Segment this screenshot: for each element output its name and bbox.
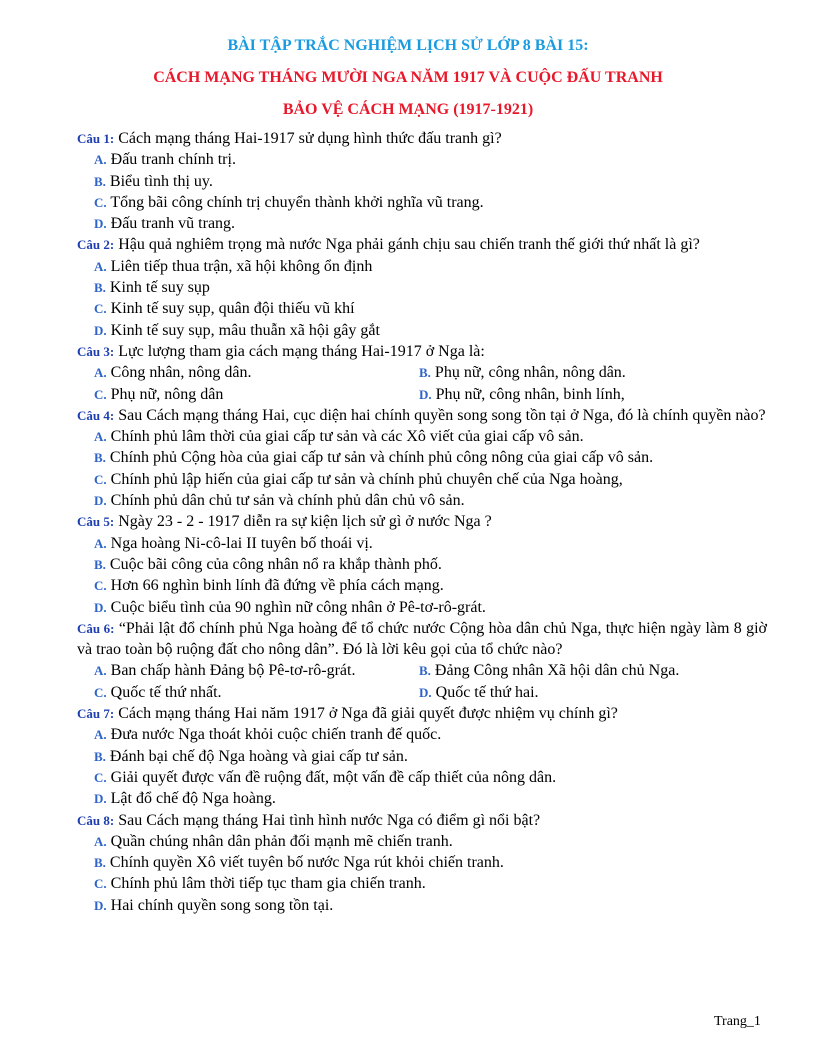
question-label: Câu 8: xyxy=(77,812,115,828)
option-c: C. Quốc tế thứ nhất. xyxy=(94,683,222,701)
option-label: D. xyxy=(94,322,107,338)
option-d: D. Chính phủ dân chủ tư sản và chính phủ dân chủ vô sản. xyxy=(94,492,465,510)
option-a: A. Đấu tranh chính trị. xyxy=(94,151,236,169)
option-d: D. Lật đổ chế độ Nga hoàng. xyxy=(94,790,276,808)
option-a: A. Liên tiếp thua trận, xã hội không ổn định xyxy=(94,257,373,275)
header-line-1: BÀI TẬP TRẮC NGHIỆM LỊCH SỬ LỚP 8 BÀI 15: xyxy=(227,37,589,54)
question-label: Câu 4: xyxy=(77,407,115,423)
option-d: D. Cuộc biểu tình của 90 nghìn nữ công nhân ở Pê-tơ-rô-grát. xyxy=(94,598,486,616)
option-label: A. xyxy=(94,535,107,551)
question-text: Câu 4: Sau Cách mạng tháng Hai, cục diện hai chính quyền song song tồn tại ở Nga, đó là chính quyền nào? xyxy=(77,406,766,424)
option-label: D. xyxy=(94,216,107,232)
option-label: C. xyxy=(94,769,107,785)
option-c: C. Hơn 66 nghìn binh lính đã đứng về phía cách mạng. xyxy=(94,577,444,595)
option-label: B. xyxy=(419,365,431,381)
option-c: C. Phụ nữ, nông dân xyxy=(94,385,224,403)
option-d: D. Quốc tế thứ hai. xyxy=(419,683,539,701)
option-label: C. xyxy=(94,471,107,487)
option-label: D. xyxy=(419,386,432,402)
option-label: D. xyxy=(419,684,432,700)
option-a: A. Đưa nước Nga thoát khỏi cuộc chiến tranh đế quốc. xyxy=(94,726,442,744)
question-8 xyxy=(77,810,767,916)
question-text: Câu 7: Cách mạng tháng Hai năm 1917 ở Nga đã giải quyết được nhiệm vụ chính gì? xyxy=(77,705,618,723)
question-5 xyxy=(77,511,767,617)
question-text: Câu 5: Ngày 23 - 2 - 1917 diễn ra sự kiện lịch sử gì ở nước Nga ? xyxy=(77,513,492,531)
question-label: Câu 7: xyxy=(77,706,115,722)
option-c: C. Tổng bãi công chính trị chuyển thành khởi nghĩa vũ trang. xyxy=(94,193,484,211)
option-row xyxy=(77,660,767,681)
question-label: Câu 5: xyxy=(77,514,115,530)
question-text: Câu 8: Sau Cách mạng tháng Hai tình hình nước Nga có điểm gì nổi bật? xyxy=(77,811,541,829)
question-list xyxy=(77,128,767,916)
option-d: D. Kinh tế suy sụp, mâu thuẫn xã hội gây gắt xyxy=(94,321,380,339)
question-2 xyxy=(77,234,767,340)
option-b: B. Đảng Công nhân Xã hội dân chủ Nga. xyxy=(419,662,680,680)
option-c: C. Kinh tế suy sụp, quân đội thiếu vũ khí xyxy=(94,300,355,318)
question-3 xyxy=(77,341,767,405)
option-b: B. Đánh bại chế độ Nga hoàng và giai cấp tư sản. xyxy=(94,747,408,765)
option-b: B. Chính quyền Xô viết tuyên bố nước Nga rút khỏi chiến tranh. xyxy=(94,854,504,872)
question-label: Câu 2: xyxy=(77,237,115,253)
question-text: Câu 3: Lực lượng tham gia cách mạng tháng Hai-1917 ở Nga là: xyxy=(77,342,485,360)
option-a: A. Chính phủ lâm thời của giai cấp tư sản và các Xô viết của giai cấp vô sản. xyxy=(94,428,584,446)
question-label: Câu 3: xyxy=(77,343,115,359)
option-d: D. Phụ nữ, công nhân, binh lính, xyxy=(419,385,625,403)
option-label: C. xyxy=(94,684,107,700)
option-label: B. xyxy=(94,173,106,189)
header-line-2: CÁCH MẠNG THÁNG MƯỜI NGA NĂM 1917 VÀ CUỘC ĐẤU TRANH xyxy=(153,69,663,86)
option-label: B. xyxy=(94,748,106,764)
option-label: D. xyxy=(94,897,107,913)
option-label: C. xyxy=(94,876,107,892)
option-label: B. xyxy=(419,663,431,679)
option-label: B. xyxy=(94,450,106,466)
option-a: A. Ban chấp hành Đảng bộ Pê-tơ-rô-grát. xyxy=(94,662,356,680)
option-b: B. Kinh tế suy sụp xyxy=(94,279,210,297)
question-7 xyxy=(77,703,767,809)
option-b: B. Cuộc bãi công của công nhân nổ ra khắp thành phố. xyxy=(94,555,442,573)
header-line-3: BẢO VỆ CÁCH MẠNG (1917-1921) xyxy=(282,101,534,118)
option-label: C. xyxy=(94,301,107,317)
option-d: D. Đấu tranh vũ trang. xyxy=(94,215,236,233)
option-b: B. Chính phủ Cộng hòa của giai cấp tư sản và chính phủ công nông của giai cấp vô sản. xyxy=(94,449,654,467)
page-number: Trang_1 xyxy=(714,1014,761,1029)
question-6 xyxy=(77,618,767,703)
option-row xyxy=(77,384,767,405)
option-a: A. Quần chúng nhân dân phản đối mạnh mẽ chiến tranh. xyxy=(94,832,453,850)
option-label: A. xyxy=(94,258,107,274)
option-b: B. Phụ nữ, công nhân, nông dân. xyxy=(419,364,626,382)
question-4 xyxy=(77,405,767,511)
option-label: D. xyxy=(94,791,107,807)
question-1 xyxy=(77,128,767,234)
option-d: D. Hai chính quyền song song tồn tại. xyxy=(94,896,334,914)
question-text: Câu 1: Cách mạng tháng Hai-1917 sử dụng hình thức đấu tranh gì? xyxy=(77,130,502,147)
option-c: C. Chính phủ lập hiến của giai cấp tư sản và chính phủ chuyên chế của Nga hoàng, xyxy=(94,470,623,488)
option-label: A. xyxy=(94,365,107,381)
option-label: D. xyxy=(94,493,107,509)
question-text: Câu 2: Hậu quả nghiêm trọng mà nước Nga phải gánh chịu sau chiến tranh thế giới thứ nhất là gì? xyxy=(77,236,700,254)
option-label: C. xyxy=(94,386,107,402)
option-c: C. Giải quyết được vấn đề ruộng đất, một vấn đề cấp thiết của nông dân. xyxy=(94,768,557,786)
option-label: C. xyxy=(94,578,107,594)
option-label: A. xyxy=(94,833,107,849)
option-b: B. Biểu tình thị uy. xyxy=(94,172,213,190)
option-label: A. xyxy=(94,663,107,679)
option-label: D. xyxy=(94,599,107,615)
option-label: C. xyxy=(94,194,107,210)
option-a: A. Nga hoàng Ni-cô-lai II tuyên bố thoái vị. xyxy=(94,534,373,552)
option-label: B. xyxy=(94,280,106,296)
document-header xyxy=(0,36,816,132)
option-label: B. xyxy=(94,556,106,572)
option-label: B. xyxy=(94,855,106,871)
option-row xyxy=(77,362,767,383)
option-label: A. xyxy=(94,152,107,168)
option-a: A. Công nhân, nông dân. xyxy=(94,364,252,382)
question-label: Câu 6: xyxy=(77,620,115,636)
option-label: A. xyxy=(94,429,107,445)
question-label: Câu 1: xyxy=(77,131,115,146)
option-label: A. xyxy=(94,727,107,743)
question-text: Câu 6: “Phải lật đổ chính phủ Nga hoàng để tổ chức nước Cộng hòa dân chủ Nga, thực hiện ngày làm 8 giờ và trao toàn bộ ruộng đất cho nông dân”. Đó là lời kêu gọi của tổ chức nào? xyxy=(77,619,768,659)
option-row xyxy=(77,682,767,703)
option-c: C. Chính phủ lâm thời tiếp tục tham gia chiến tranh. xyxy=(94,875,426,893)
